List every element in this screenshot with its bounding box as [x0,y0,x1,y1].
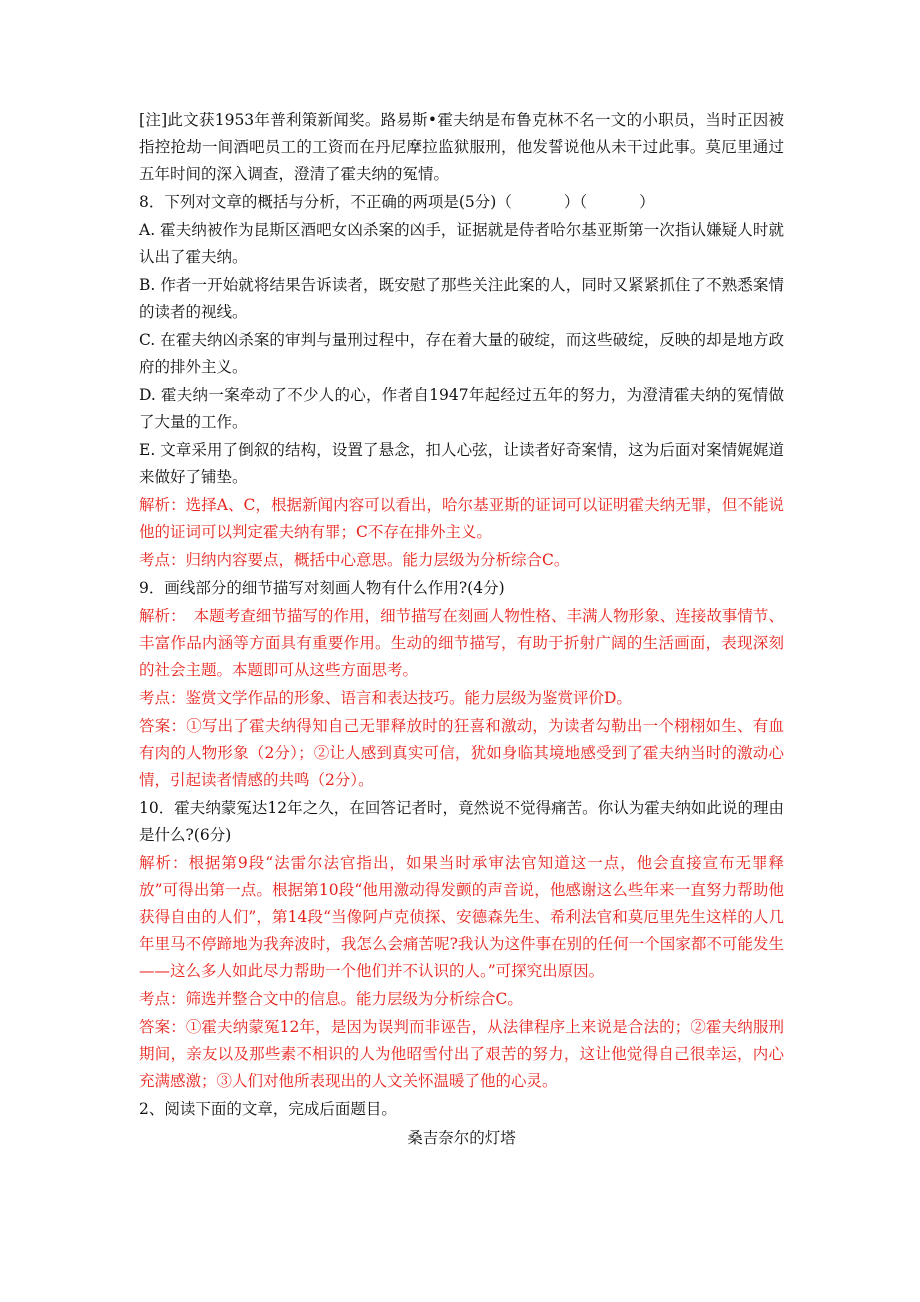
option-d: D. 霍夫纳一案牵动了不少人的心，作者自1947年起经过五年的努力，为澄清霍夫纳的冤情做了大量的工作。 [139,386,784,431]
question-8-stem-end: ） [639,193,655,211]
note-paragraph: [注]此文获1953年普利策新闻奖。路易斯•霍夫纳是布鲁克林不名一文的小职员，当时正因被指控抢劫一间酒吧员工的工资而在丹尼摩拉监狱服刑，他发誓说他从未干过此事。莫厄里通过五年时间的深入调查，澄清了霍夫纳的冤情。 [139,111,784,183]
question-10-analysis: 解析：根据第9段“法雷尔法官指出，如果当时承审法官知道这一点，他会直接宣布无罪释放”可得出第一点。根据第10段“他用激动得发颤的声音说，他感谢这么些年来一直努力帮助他获得自由的人们”，第14段“当像阿卢克侦探、安德森先生、希利法官和莫厄里先生这样的人几年里马不停蹄地为我奔波时，我怎么会痛苦呢?我认为这件事在别的任何一个国家都不可能发生——这么多人如此尽力帮助一个他们并不认识的人。”可探究出原因。 [139,854,784,980]
section-2-instruction: 2、阅读下面的文章，完成后面题目。 [139,1100,397,1118]
question-8-stem-mid: ）（ [563,193,588,211]
question-8-analysis: 解析：选择A、C，根据新闻内容可以看出，哈尔基亚斯的证词可以证明霍夫纳无罪，但不能说他的证词可以判定霍夫纳有罪；C不存在排外主义。 [139,496,784,541]
question-9-point: 考点：鉴赏文学作品的形象、语言和表达技巧。能力层级为鉴赏评价D。 [139,689,632,707]
option-a: A. 霍夫纳被作为昆斯区酒吧女凶杀案的凶手，证据就是侍者哈尔基亚斯第一次指认嫌疑人时就认出了霍夫纳。 [139,221,784,266]
document-page [139,107,784,1168]
article-title: 桑吉奈尔的灯塔 [407,1129,516,1147]
question-10-answer: 答案：①霍夫纳蒙冤12年，是因为误判而非诬告，从法律程序上来说是合法的；②霍夫纳服刑期间，亲友以及那些素不相识的人为他昭雪付出了艰苦的努力，这让他觉得自己很幸运，内心充满感激；③人们对他所表现出的人文关怀温暖了他的心灵。 [139,1018,784,1090]
question-8-stem [139,189,784,216]
question-9-analysis-text: 本题考查细节描写的作用，细节描写在刻画人物性格、丰满人物形象、连接故事情节、丰富作品内涵等方面具有重要作用。生动的细节描写，有助于折射广阔的生活画面，表现深刻的社会主题。本题即可从这些方面思考。 [139,607,784,679]
option-e: E. 文章采用了倒叙的结构，设置了悬念，扣人心弦，让读者好奇案情，这为后面对案情娓娓道来做好了铺垫。 [139,441,784,486]
option-c: C. 在霍夫纳凶杀案的审判与量刑过程中，存在着大量的破绽，而这些破绽，反映的却是地方政府的排外主义。 [139,331,784,376]
question-9-analysis [139,603,784,684]
question-8-stem-text: 8．下列对文章的概括与分析，不正确的两项是(5分)（ [139,193,512,211]
question-9-stem: 9．画线部分的细节描写对刻画人物有什么作用?(4分) [139,579,505,597]
question-10-point: 考点：筛选并整合文中的信息。能力层级为分析综合C。 [139,990,523,1008]
question-10-stem: 10．霍夫纳蒙冤达12年之久，在回答记者时，竟然说不觉得痛苦。你认为霍夫纳如此说的理由是什么?(6分) [139,799,784,844]
question-9-answer: 答案：①写出了霍夫纳得知自己无罪释放时的狂喜和激动，为读者勾勒出一个栩栩如生、有血有肉的人物形象（2分）；②让人感到真实可信，犹如身临其境地感受到了霍夫纳当时的激动心情，引起读者情感的共鸣（2分）。 [139,717,784,789]
question-9-analysis-label: 解析： [139,607,186,625]
option-b: B. 作者一开始就将结果告诉读者，既安慰了那些关注此案的人，同时又紧紧抓住了不熟悉案情的读者的视线。 [139,276,784,321]
question-8-point: 考点：归纳内容要点，概括中心意思。能力层级为分析综合C。 [139,551,570,569]
